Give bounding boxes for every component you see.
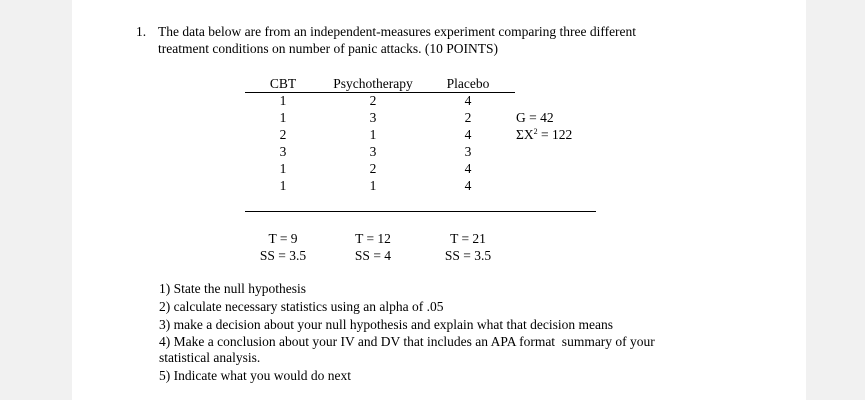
task-item: 2) calculate necessary statistics using an alpha of .05 xyxy=(159,299,444,314)
placebo-value: 4 xyxy=(464,178,472,193)
task-item: 4) Make a conclusion about your IV and DV that includes an APA format summary of your xyxy=(159,334,655,349)
grand-total: G = 42 xyxy=(516,110,554,125)
placebo-value: 3 xyxy=(464,144,472,159)
psychotherapy-value: 2 xyxy=(369,161,377,176)
cbt-value: 2 xyxy=(279,127,287,142)
task-item: 3) make a decision about your null hypothesis and explain what that decision means xyxy=(159,317,614,332)
table-bottom-rule xyxy=(245,211,596,212)
header-psychotherapy: Psychotherapy xyxy=(333,76,413,91)
cbt-value: 1 xyxy=(279,93,287,108)
placebo-value: 2 xyxy=(464,110,472,125)
psychotherapy-value: 1 xyxy=(369,178,377,193)
cbt-value: 1 xyxy=(279,178,287,193)
cbt-value: 1 xyxy=(279,161,287,176)
question-line-2: treatment conditions on number of panic attacks. (10 POINTS) xyxy=(158,41,499,56)
cbt-total: T = 9 xyxy=(268,231,298,246)
placebo-value: 4 xyxy=(464,161,472,176)
psychotherapy-value: 3 xyxy=(369,144,377,159)
header-placebo: Placebo xyxy=(446,76,490,91)
placebo-total: T = 21 xyxy=(450,231,486,246)
psychotherapy-value: 3 xyxy=(369,110,377,125)
task-item: 1) State the null hypothesis xyxy=(159,281,306,296)
document-page xyxy=(72,0,806,400)
psychotherapy-total: T = 12 xyxy=(355,231,391,246)
task-item: 5) Indicate what you would do next xyxy=(159,368,351,383)
cbt-value: 1 xyxy=(279,110,287,125)
header-cbt: CBT xyxy=(269,76,297,91)
psychotherapy-value: 2 xyxy=(369,93,377,108)
question-line-1: The data below are from an independent-measures experiment comparing three different xyxy=(158,24,637,39)
psychotherapy-value: 1 xyxy=(369,127,377,142)
cbt-value: 3 xyxy=(279,144,287,159)
placebo-value: 4 xyxy=(464,93,472,108)
psychotherapy-ss: SS = 4 xyxy=(354,248,392,263)
placebo-value: 4 xyxy=(464,127,472,142)
question-number: 1. xyxy=(136,24,147,39)
task-item: statistical analysis. xyxy=(159,350,261,365)
sum-x-squared: $\Sigma X^2 = 122$ xyxy=(516,127,573,142)
cbt-ss: SS = 3.5 xyxy=(259,248,307,263)
placebo-ss: SS = 3.5 xyxy=(444,248,492,263)
